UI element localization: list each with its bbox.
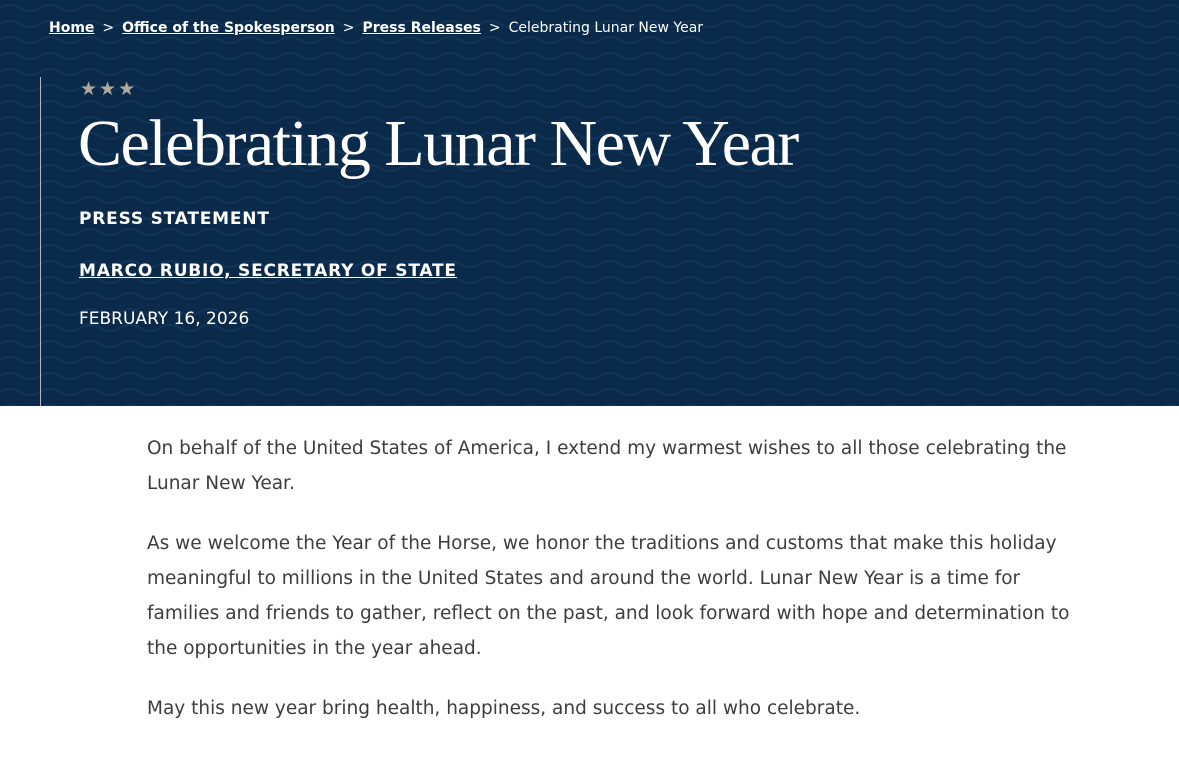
breadcrumb-separator: > — [488, 20, 501, 36]
article-type-label: PRESS STATEMENT — [79, 209, 270, 229]
accent-divider-line — [40, 77, 41, 406]
breadcrumb — [49, 18, 703, 38]
breadcrumb-separator: > — [342, 20, 355, 36]
stars-icon: ★★★ — [80, 78, 138, 100]
breadcrumb-current: Celebrating Lunar New Year — [508, 20, 704, 36]
article-body — [147, 431, 1087, 751]
author-link[interactable]: MARCO RUBIO, SECRETARY OF STATE — [79, 261, 457, 281]
article-paragraph: As we welcome the Year of the Horse, we honor the traditions and customs that make this holiday meaningful to millions in the United States and around the world. Lunar New Year is a time for families and friends to gather, reflect on the past, and look forward with hope and determination to the opportunities in the year ahead. — [147, 533, 1070, 659]
article-paragraph: On behalf of the United States of America, I extend my warmest wishes to all those celebrating the Lunar New Year. — [147, 438, 1067, 494]
breadcrumb-office-link[interactable]: Office of the Spokesperson — [122, 20, 335, 36]
article-paragraph: May this new year bring health, happiness, and success to all who celebrate. — [147, 698, 861, 719]
page-title: Celebrating Lunar New Year — [78, 107, 798, 180]
breadcrumb-home-link[interactable]: Home — [49, 20, 95, 36]
breadcrumb-separator: > — [102, 20, 115, 36]
publish-date: FEBRUARY 16, 2026 — [79, 309, 250, 329]
breadcrumb-press-releases-link[interactable]: Press Releases — [362, 20, 481, 36]
